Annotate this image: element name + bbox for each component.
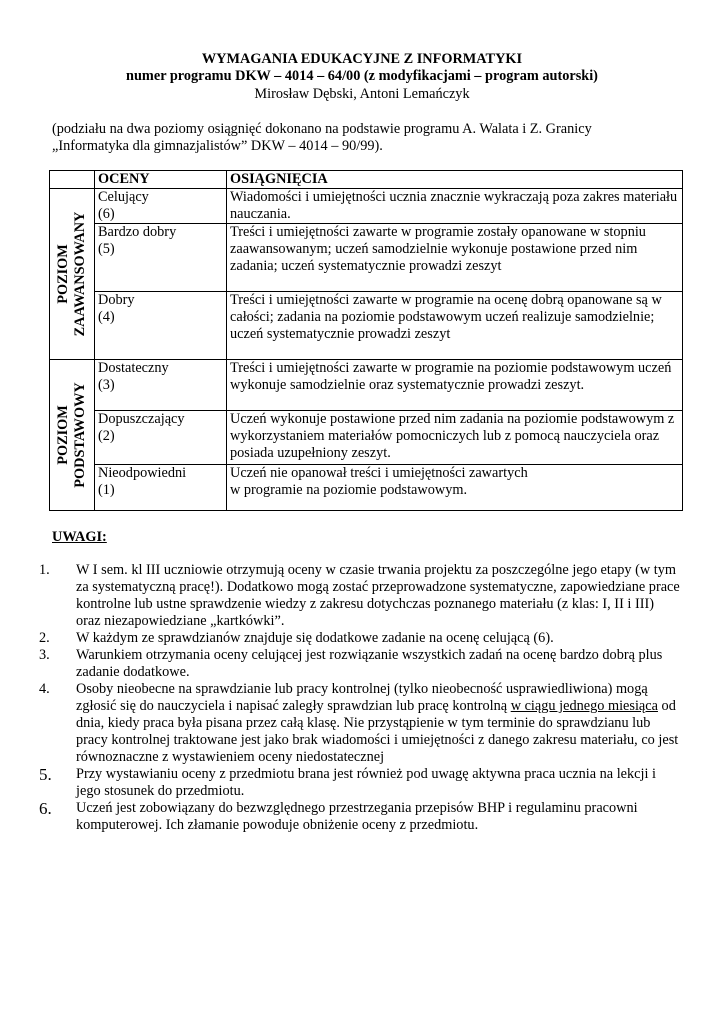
table-row [50,292,683,360]
intro-line-2: „Informatyka dla gimnazjalistów” DKW – 4014 – 90/99). [52,138,383,154]
notes-list [39,562,682,834]
grade-cell: Dopuszczający (2) [95,411,227,465]
list-item-number: 6. [39,799,52,818]
table-row [50,224,683,292]
grades-table [49,170,683,511]
achievement-cell: Treści i umiejętności zawarte w programie na ocenę dobrą opanowane są w całości; zadania na poziomie podstawowym uczeń realizuje samodzielnie; uczeń systematycznie prowadzi zeszyt [227,292,683,360]
grades-column-header: OCENY [95,171,227,189]
achievement-cell: Wiadomości i umiejętności ucznia znacznie wykraczają poza zakres materiału nauczania. [227,189,683,224]
grade-cell: Bardzo dobry (5) [95,224,227,292]
level-basic-cell [50,360,95,511]
achievement-cell: Treści i umiejętności zawarte w programie zostały opanowane w stopniu zaawansowanym; uczeń samodzielnie wykonuje postawione przed nim zadania; uczeń systematycznie prowadzi zeszyt [227,224,683,292]
list-item [39,799,682,834]
achievement-cell: Treści i umiejętności zawarte w programie na poziomie podstawowym uczeń wykonuje samodzielnie oraz systematycznie prowadzi zeszyt. [227,360,683,411]
list-item-number: 5. [39,765,52,784]
level-advanced-cell [50,189,95,360]
list-item-number: 2. [39,630,50,646]
table-row [50,360,683,411]
achievement-cell: Uczeń wykonuje postawione przed nim zadania na poziomie podstawowym z wykorzystaniem materiałów pomocniczych lub z pomocą nauczyciela oraz posiada uzupełniony zeszyt. [227,411,683,465]
table-row [50,189,683,224]
list-item-text: W każdym ze sprawdzianów znajduje się dodatkowe zadanie na ocenę celującą (6). [76,630,554,646]
program-number: numer programu DKW – 4014 – 64/00 (z modyfikacjami – program autorski) [126,68,598,84]
table-row [50,465,683,511]
list-item-text: Przy wystawianiu oceny z przedmiotu brana jest również pod uwagę aktywna praca ucznia na lekcji i jego stosunek do przedmiotu. [76,766,656,799]
grade-cell: Dostateczny (3) [95,360,227,411]
level-basic-label: POZIOM PODSTAWOWY [55,382,88,488]
table-header-row [50,171,683,189]
table-row [50,411,683,465]
level-advanced-label: POZIOM ZAAWANSOWANY [55,211,88,337]
list-item [39,765,682,800]
list-item-text: Warunkiem otrzymania oceny celującej jest rozwiązanie wszystkich zadań na ocenę bardzo dobrą plus zadanie dodatkowe. [76,647,663,680]
list-item-text: Osoby nieobecne na sprawdzianie lub pracy kontrolnej (tylko nieobecność usprawiedliwiona) mogą zgłosić się do nauczyciela i napisać zaległy sprawdzian lub pracę kontrolną w ciągu jednego miesiąca od dnia, kiedy praca była pisana przez całą klasę. Nie przystąpienie w tym terminie do sprawdzianu lub pracy kontrolnej traktowane jest jako brak wiadomości i umiejętności z danego zakresu materiału, co jest równoznaczne z wystawieniem oceny niedostatecznej [76,681,679,765]
list-item-number: 1. [39,562,50,578]
list-item-number: 4. [39,681,50,697]
empty-header-cell [50,171,95,189]
achievement-cell: Uczeń nie opanował treści i umiejętności zawartych w programie na poziomie podstawowym. [227,465,683,511]
grade-cell: Nieodpowiedni (1) [95,465,227,511]
list-item-number: 3. [39,647,50,663]
authors: Mirosław Dębski, Antoni Lemańczyk [254,86,470,102]
list-item-text: W I sem. kl III uczniowie otrzymują oceny w czasie trwania projektu za poszczególne jego etapy (w tym za systematyczną pracę!). Dodatkowo mogą zostać przeprowadzone systematyczne, zapowiedziane prace kontrolne lub ustne sprawdzenie wiedzy z zakresu dotychczas poznanego materiału (z klas: I, II i III) oraz niezapowiedziane „kartkówki”. [76,562,680,629]
list-item [39,647,682,681]
grade-cell: Dobry (4) [95,292,227,360]
list-item [39,630,682,647]
grade-cell: Celujący (6) [95,189,227,224]
intro-paragraph [52,121,682,155]
notes-heading: UWAGI: [52,529,107,545]
list-item [39,681,682,766]
list-item-text: Uczeń jest zobowiązany do bezwzględnego przestrzegania przepisów BHP i regulaminu pracowni komputerowej. Ich złamanie powoduje obniżenie oceny z przedmiotu. [76,800,638,833]
achievements-column-header: OSIĄGNIĘCIA [227,171,683,189]
document-title: WYMAGANIA EDUKACYJNE Z INFORMATYKI [201,51,523,67]
deadline-underlined: w ciągu jednego miesiąca [510,698,658,714]
list-item [39,562,682,630]
intro-line-1: (podziału na dwa poziomy osiągnięć dokonano na podstawie programu A. Walata i Z. Granicy [52,121,592,137]
